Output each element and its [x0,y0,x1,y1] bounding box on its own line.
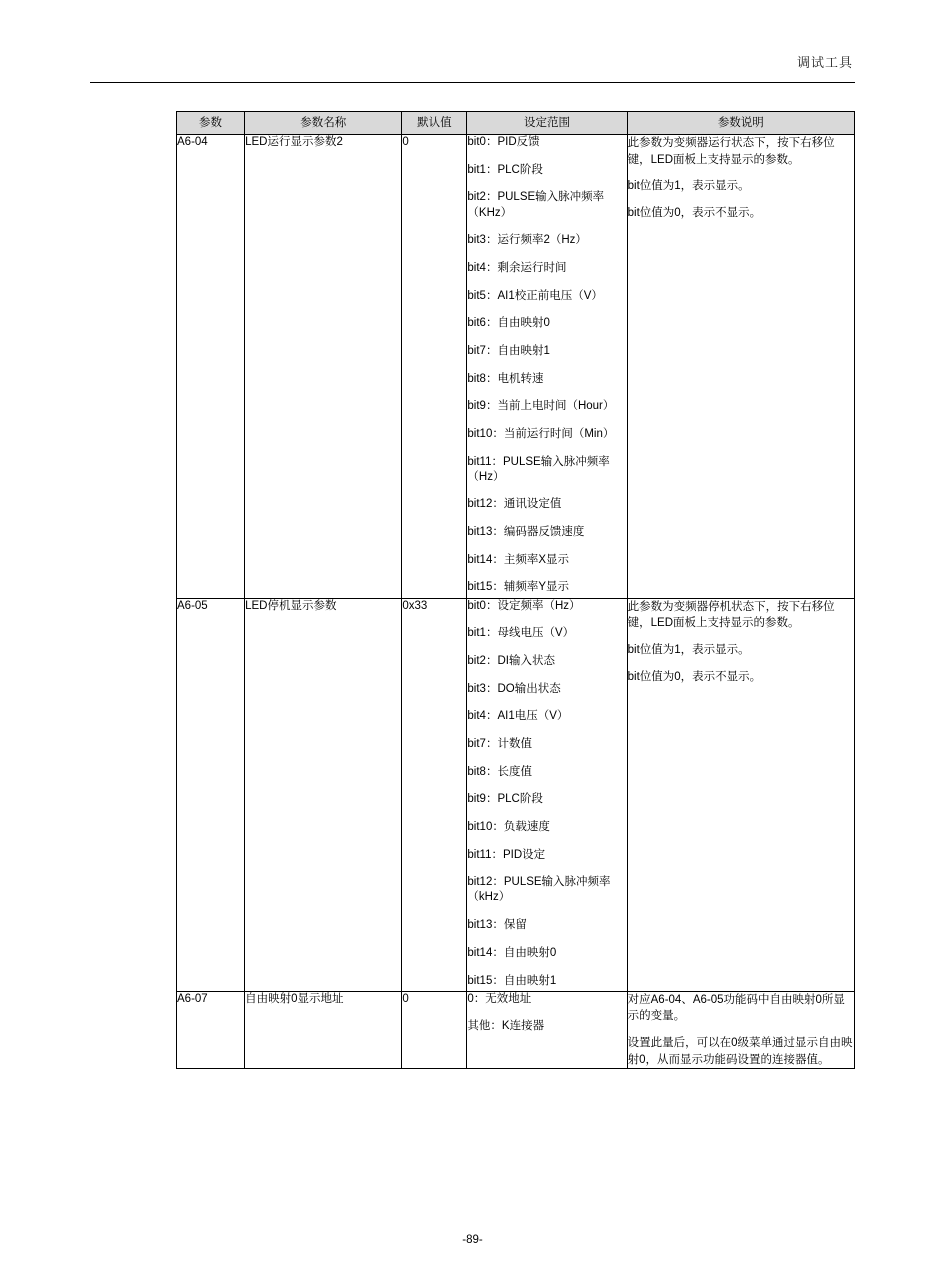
range-item: bit11：PID设定 [467,848,546,861]
description-item: bit位值为0，表示不显示。 [627,207,762,220]
cell-description [627,598,854,991]
range-item: 其他：K连接器 [467,1020,545,1033]
cell-code: A6-05 [177,598,245,991]
range-item: bit15：自由映射1 [467,974,557,987]
cell-description [627,135,854,599]
range-item: bit15：辅频率Y显示 [467,581,570,594]
range-item: bit5：AI1校正前电压（V） [467,289,603,302]
cell-description [627,991,854,1069]
cell-range [467,991,627,1069]
range-item: bit11：PULSE输入脉冲频率（Hz） [467,455,610,483]
range-item: bit9：当前上电时间（Hour） [467,400,615,413]
header-divider [90,82,855,83]
range-item: bit10：负载速度 [467,820,550,833]
description-item: 设置此量后，可以在0级菜单通过显示自由映射0，从而显示功能码设置的连接器值。 [627,1037,853,1066]
range-item: bit2：PULSE输入脉冲频率（KHz） [467,191,605,219]
range-list [467,135,626,596]
range-item: bit4：剩余运行时间 [467,261,567,274]
range-list [467,599,626,989]
table-row [177,991,855,1069]
cell-range [467,135,627,599]
range-item: bit9：PLC阶段 [467,793,543,806]
table-header-row [177,112,855,135]
range-item: bit8：长度值 [467,765,532,778]
description-item: bit位值为1，表示显示。 [627,643,750,656]
header-title: 调试工具 [796,55,853,70]
range-item: bit0：设定频率（Hz） [467,599,581,612]
range-item: bit2：DI输入状态 [467,654,555,667]
description-item: 此参数为变频器停机状态下，按下右移位键，LED面板上支持显示的参数。 [627,600,835,630]
range-item: bit7：自由映射1 [467,344,550,357]
table-row [177,598,855,991]
cell-name: LED运行显示参数2 [245,135,402,599]
page-header [90,52,855,72]
column-header-description: 参数说明 [627,112,854,135]
range-item: bit13：编码器反馈速度 [467,526,585,539]
description-item: 对应A6-04、A6-05功能码中自由映射0所显示的变量。 [627,993,845,1023]
parameter-table-container [176,111,855,1069]
cell-name: 自由映射0显示地址 [245,991,402,1069]
cell-default: 0x33 [402,598,467,991]
range-item: 0：无效地址 [467,992,532,1005]
cell-name: LED停机显示参数 [245,598,402,991]
range-item: bit1：母线电压（V） [467,627,575,640]
table-row [177,135,855,599]
range-item: bit10：当前运行时间（Min） [467,427,615,440]
page-number: -89- [462,1234,483,1246]
range-item: bit4：AI1电压（V） [467,710,569,723]
cell-code: A6-04 [177,135,245,599]
column-header-name: 参数名称 [245,112,402,135]
parameter-table [176,111,855,1069]
description-item: bit位值为1，表示显示。 [627,180,750,193]
range-item: bit8：电机转速 [467,372,544,385]
range-item: bit1：PLC阶段 [467,163,543,176]
range-list [467,992,626,1035]
range-item: bit6：自由映射0 [467,317,550,330]
range-item: bit3：运行频率2（Hz） [467,234,587,247]
cell-default: 0 [402,135,467,599]
range-item: bit12：通讯设定值 [467,498,562,511]
description-item: bit位值为0，表示不显示。 [627,670,762,683]
description-list [628,992,854,1069]
description-item: 此参数为变频器运行状态下，按下右移位键，LED面板上支持显示的参数。 [627,137,835,166]
range-item: bit13：保留 [467,919,527,932]
description-list [628,599,854,686]
range-item: bit12：PULSE输入脉冲频率（kHz） [467,876,611,904]
range-item: bit7：计数值 [467,737,532,750]
range-item: bit14：主频率X显示 [467,553,570,566]
description-list [628,135,854,222]
column-header-range: 设定范围 [467,112,627,135]
range-item: bit0：PID反馈 [467,136,540,148]
page-footer [0,1234,945,1246]
cell-code: A6-07 [177,991,245,1069]
column-header-code: 参数 [177,112,245,135]
table-body [177,135,855,1069]
range-item: bit3：DO输出状态 [467,682,561,695]
range-item: bit14：自由映射0 [467,946,557,959]
cell-range [467,598,627,991]
cell-default: 0 [402,991,467,1069]
column-header-default: 默认值 [402,112,467,135]
